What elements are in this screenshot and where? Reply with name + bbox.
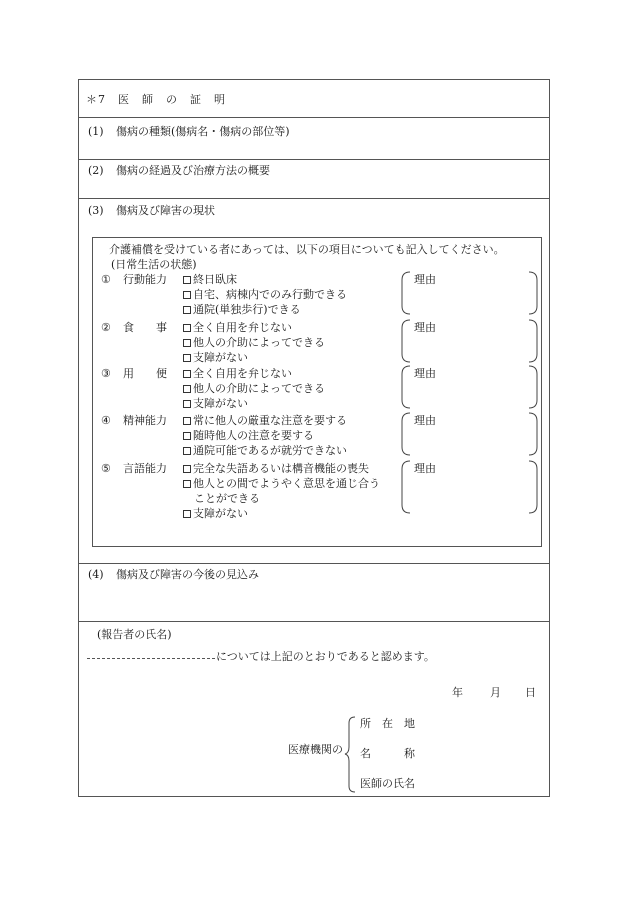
reason-label: 理由 <box>414 367 436 380</box>
reason-label: 理由 <box>414 414 436 427</box>
s1-label: 傷病の種類(傷病名・傷病の部位等) <box>116 125 290 138</box>
s2-label: 傷病の経過及び治療方法の概要 <box>116 164 270 177</box>
date-year: 年 <box>452 686 463 699</box>
item-number: ⑤ <box>101 462 111 475</box>
option-row[interactable] <box>183 288 347 302</box>
daily-life-box <box>92 237 542 547</box>
checkbox[interactable] <box>183 417 191 425</box>
checkbox[interactable] <box>183 276 191 284</box>
option-row[interactable] <box>183 507 248 521</box>
institution-label: 医療機関の <box>288 743 343 756</box>
option-row[interactable] <box>183 321 292 335</box>
item-number: ③ <box>101 367 111 380</box>
certify-text: については上記のとおりであると認めます。 <box>216 650 435 663</box>
reason-label: 理由 <box>414 273 436 286</box>
divider <box>79 621 549 622</box>
item-number: ② <box>101 321 111 334</box>
field-name: 名 称 <box>360 747 415 760</box>
item-number: ④ <box>101 414 111 427</box>
field-address: 所 在 地 <box>360 717 415 730</box>
checkbox[interactable] <box>183 432 191 440</box>
item-name: 精神能力 <box>123 414 167 427</box>
option-label: 全く自用を弁じない <box>193 367 292 380</box>
option-row[interactable] <box>183 336 325 350</box>
option-row[interactable] <box>183 477 380 491</box>
reason-label: 理由 <box>414 321 436 334</box>
option-continuation: ことができる <box>194 492 260 505</box>
s3-label: 傷病及び障害の現状 <box>116 204 215 217</box>
item-number: ① <box>101 273 111 286</box>
checkbox[interactable] <box>183 510 191 518</box>
reason-bracket-5 <box>401 460 541 516</box>
reason-bracket-1 <box>401 271 541 316</box>
s2-number: (2) <box>88 164 104 177</box>
section-title: ＊7 医 師 の 証 明 <box>86 93 226 106</box>
date-day: 日 <box>525 686 536 699</box>
option-row[interactable] <box>183 397 248 411</box>
option-label: 通院(単独歩行)できる <box>193 303 301 316</box>
item-name: 用 便 <box>123 367 167 380</box>
checkbox[interactable] <box>183 291 191 299</box>
field-doctor-name: 医師の氏名 <box>360 777 415 790</box>
divider <box>79 159 549 160</box>
reason-bracket-3 <box>401 365 541 410</box>
option-label: 完全な失語あるいは構音機能の喪失 <box>193 462 369 475</box>
option-label: 支障がない <box>193 397 248 410</box>
option-label: 通院可能であるが就労できない <box>193 444 347 457</box>
reason-label: 理由 <box>414 462 436 475</box>
option-row[interactable] <box>183 462 369 476</box>
option-row[interactable] <box>183 351 248 365</box>
option-row[interactable] <box>183 444 347 458</box>
divider <box>79 117 549 118</box>
option-label: 支障がない <box>193 507 248 520</box>
checkbox[interactable] <box>183 465 191 473</box>
checkbox[interactable] <box>183 370 191 378</box>
option-row[interactable] <box>183 303 301 317</box>
s1-number: (1) <box>88 125 104 138</box>
option-row[interactable] <box>183 367 292 381</box>
s4-number: (4) <box>88 568 104 581</box>
reason-bracket-4 <box>401 412 541 457</box>
date-month: 月 <box>490 686 501 699</box>
divider <box>79 198 549 199</box>
checkbox[interactable] <box>183 447 191 455</box>
checkbox[interactable] <box>183 354 191 362</box>
s3-number: (3) <box>88 204 104 217</box>
option-row[interactable] <box>183 429 314 443</box>
option-row[interactable] <box>183 273 237 287</box>
option-label: 全く自用を弁じない <box>193 321 292 334</box>
institution-brace <box>345 716 357 794</box>
option-label: 随時他人の注意を要する <box>193 429 314 442</box>
intro-text: 介護補償を受けている者にあっては、以下の項目についても記入してください。 <box>109 243 505 256</box>
item-name: 言語能力 <box>123 462 167 475</box>
checkbox[interactable] <box>183 324 191 332</box>
option-label: 常に他人の厳重な注意を要する <box>193 414 347 427</box>
checkbox[interactable] <box>183 480 191 488</box>
reason-bracket-2 <box>401 319 541 364</box>
option-row[interactable] <box>183 382 325 396</box>
checkbox[interactable] <box>183 339 191 347</box>
checkbox[interactable] <box>183 400 191 408</box>
option-label: 自宅、病棟内でのみ行動できる <box>193 288 347 301</box>
reporter-name-field[interactable] <box>87 658 215 659</box>
item-name: 食 事 <box>123 321 167 334</box>
divider <box>79 563 549 564</box>
checkbox[interactable] <box>183 385 191 393</box>
option-row[interactable] <box>183 414 347 428</box>
reporter-label: (報告者の氏名) <box>97 628 172 641</box>
checkbox[interactable] <box>183 306 191 314</box>
sub-heading: (日常生活の状態) <box>111 258 197 271</box>
option-label: 他人との間でようやく意思を通じ合う <box>193 477 380 490</box>
option-label: 他人の介助によってできる <box>193 336 325 349</box>
option-label: 終日臥床 <box>193 273 237 286</box>
item-name: 行動能力 <box>123 273 167 286</box>
s4-label: 傷病及び障害の今後の見込み <box>116 568 259 581</box>
doctor-certification-form <box>78 79 550 797</box>
option-label: 他人の介助によってできる <box>193 382 325 395</box>
option-label: 支障がない <box>193 351 248 364</box>
